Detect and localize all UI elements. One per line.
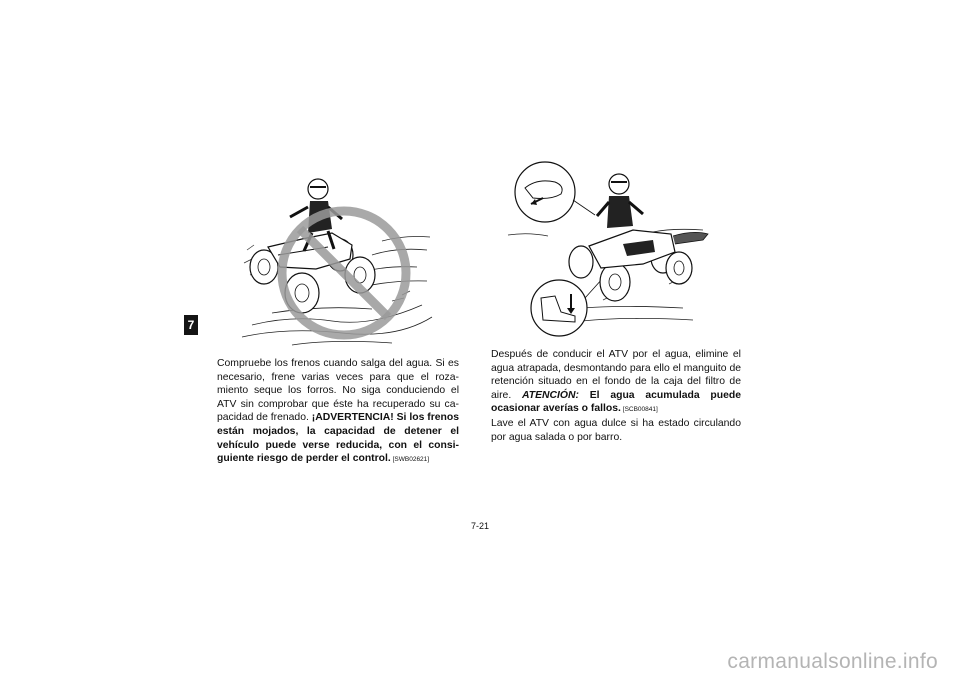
atv-braking-hand-foot-icon	[503, 160, 718, 338]
brake-check-text: Compruebe los frenos cuando salga del agua. Si es necesario, frene varias veces para que el rozamiento seque los forros. No siga conduciendo el ATV sin comprobar que éste ha recuperado su capacidad de frenado.	[217, 358, 459, 424]
chapter-tab: 7	[184, 315, 198, 335]
wash-paragraph: Lave el ATV con agua dulce si ha estado circulando por agua salada o por barro.	[491, 417, 741, 443]
warning-code: [SWB02621]	[390, 456, 430, 464]
brake-check-paragraph	[217, 357, 459, 467]
left-column-text	[217, 357, 459, 467]
drain-water-paragraph	[491, 348, 741, 417]
atencion-text: El agua acumulada puede ocasionar averías o fallos.	[491, 389, 742, 415]
page-number: 7-21	[470, 521, 489, 531]
atencion-code: [SCB00841]	[620, 406, 658, 414]
atv-in-water-prohibited-icon	[232, 155, 442, 355]
watermark: carmanualsonline.info	[727, 650, 938, 673]
right-column-text	[491, 348, 741, 444]
warning-text: ¡ADVERTENCIA! Si los frenos están mojados, la capacidad de detener el vehículo puede verse reducida, con el consiguiente riesgo de perder el control.	[217, 412, 459, 465]
drain-water-text: Después de conducir el ATV por el agua, elimine el agua atrapada, desmontando para ello el manguito de retención situado en el fondo de la caja del filtro de aire.	[491, 349, 741, 401]
atencion-label: ATENCIÓN:	[522, 389, 579, 401]
